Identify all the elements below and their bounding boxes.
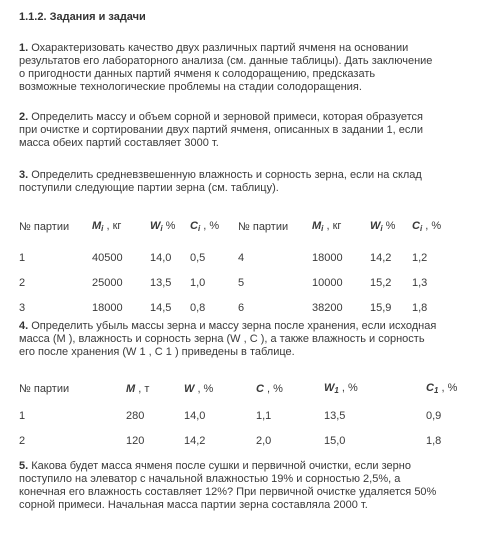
table-row (19, 271, 472, 296)
task-4-number: 4. (19, 320, 29, 332)
col-header-moisture: W , % (184, 382, 214, 395)
table-cell: 14,2 (184, 435, 206, 447)
task-5-line-3: конечная его влажность составляет 12%? При первичной очистке удаляется 50% (19, 486, 437, 498)
table-cell: 40500 (92, 252, 123, 264)
task-5-number: 5. (19, 460, 29, 472)
table-row (19, 429, 486, 454)
task-4-line-1: Определить убыль массы зерна и массу зерна после хранения, если исходная (28, 320, 437, 332)
task-1 (19, 42, 487, 94)
storage-table (19, 380, 486, 454)
table-cell: 1,8 (426, 435, 442, 447)
col-header-impurity: C , % (256, 382, 283, 395)
table-cell: 38200 (312, 302, 343, 314)
table-header-row (19, 218, 472, 236)
col-header-mass: M , т (126, 382, 150, 395)
table-cell: 0,8 (190, 302, 206, 314)
table-cell: 120 (126, 435, 145, 447)
task-4 (19, 320, 487, 359)
col-header-impurity-2: $C_i$ , % (412, 219, 442, 233)
table-cell: 0,5 (190, 252, 206, 264)
table-cell: 14,0 (184, 410, 206, 422)
task-3-line-1: Определить средневзвешенную влажность и сорность зерна, если на склад (28, 169, 422, 181)
task-1-line-3: о пригодности данных партий ячменя к солодоращению, предсказать (19, 68, 376, 80)
table-row (19, 246, 472, 271)
table-cell: 18000 (312, 252, 343, 264)
task-5-line-2: поступило на элеватор с начальной влажностью 19% и сорностью 2,5%, а (19, 473, 401, 485)
table-cell: 1,2 (412, 252, 428, 264)
table-cell: 1,0 (190, 277, 206, 289)
col-header-moisture-after: $W_1$ , % (324, 381, 358, 395)
task-1-line-2: результатов его лабораторного анализа (см. данные таблицы). Дать заключение (19, 55, 433, 67)
col-header-mass: $M_i$ , кг (92, 219, 122, 233)
task-1-line-1: Охарактеризовать качество двух различных партий ячменя на основании (28, 42, 409, 54)
task-2-line-1: Определить массу и объем сорной и зерновой примеси, которая образуется (28, 111, 423, 123)
table-cell: 1,8 (412, 302, 428, 314)
table-cell: 4 (238, 252, 245, 264)
task-4-line-3: его после хранения (W 1 , C 1 ) приведены в таблице. (19, 346, 295, 358)
task-2-line-2: при очистке и сортировании двух партий ячменя, описанных в задании 1, если (19, 124, 423, 136)
col-header-party-2: № партии (238, 220, 289, 233)
table-cell: 18000 (92, 302, 123, 314)
task-5-line-4: сорной примеси. Начальная масса партии зерна составляла 2000 т. (19, 499, 368, 511)
table-cell: 15,9 (370, 302, 392, 314)
table-cell: 14,2 (370, 252, 392, 264)
table-cell: 13,5 (324, 410, 346, 422)
task-5-line-1: Какова будет масса ячменя после сушки и первичной очистки, если зерно (28, 460, 411, 472)
table-cell: 15,2 (370, 277, 392, 289)
col-header-moisture-2: $W_i$ % (370, 219, 396, 233)
task-5 (19, 460, 487, 512)
table-cell: 2 (19, 435, 26, 447)
task-1-number: 1. (19, 42, 29, 54)
table-cell: 3 (19, 302, 26, 314)
table-cell: 1,1 (256, 410, 272, 422)
table-cell: 2,0 (256, 435, 272, 447)
task-3 (19, 169, 487, 195)
task-3-line-2: поступили следующие партии зерна (см. таблицу). (19, 182, 279, 194)
col-header-impurity: $C_i$ , % (190, 219, 220, 233)
section-heading: 1.1.2. Задания и задачи (19, 11, 146, 23)
table-cell: 14,5 (150, 302, 172, 314)
table-cell: 15,0 (324, 435, 346, 447)
task-3-number: 3. (19, 169, 29, 181)
col-header-party: № партии (19, 382, 70, 395)
table-cell: 280 (126, 410, 145, 422)
task-2-number: 2. (19, 111, 29, 123)
col-header-mass-2: $M_i$ , кг (312, 219, 342, 233)
table-cell: 14,0 (150, 252, 172, 264)
table-cell: 0,9 (426, 410, 442, 422)
table-row (19, 296, 472, 321)
table-cell: 25000 (92, 277, 123, 289)
table-cell: 13,5 (150, 277, 172, 289)
table-cell: 6 (238, 302, 245, 314)
table-cell: 5 (238, 277, 245, 289)
task-2-line-3: масса обеих партий составляет 3000 т. (19, 137, 219, 149)
table-header-row (19, 380, 486, 398)
table-cell: 1 (19, 252, 26, 264)
table-cell: 1,3 (412, 277, 428, 289)
task-4-line-2: масса (M ), влажность и сорность зерна (W , C ), а также влажность и сорность (19, 333, 425, 345)
col-header-party: № партии (19, 220, 70, 233)
table-row (19, 404, 486, 429)
col-header-impurity-after: $C_1$ , % (426, 381, 458, 395)
table-cell: 10000 (312, 277, 343, 289)
task-1-line-4: возможные технологические проблемы на стадии солодоращения. (19, 81, 362, 93)
table-cell: 1 (19, 410, 26, 422)
col-header-moisture: $W_i$ % (150, 219, 176, 233)
table-cell: 2 (19, 277, 26, 289)
batches-table (19, 218, 472, 321)
task-2 (19, 111, 487, 150)
